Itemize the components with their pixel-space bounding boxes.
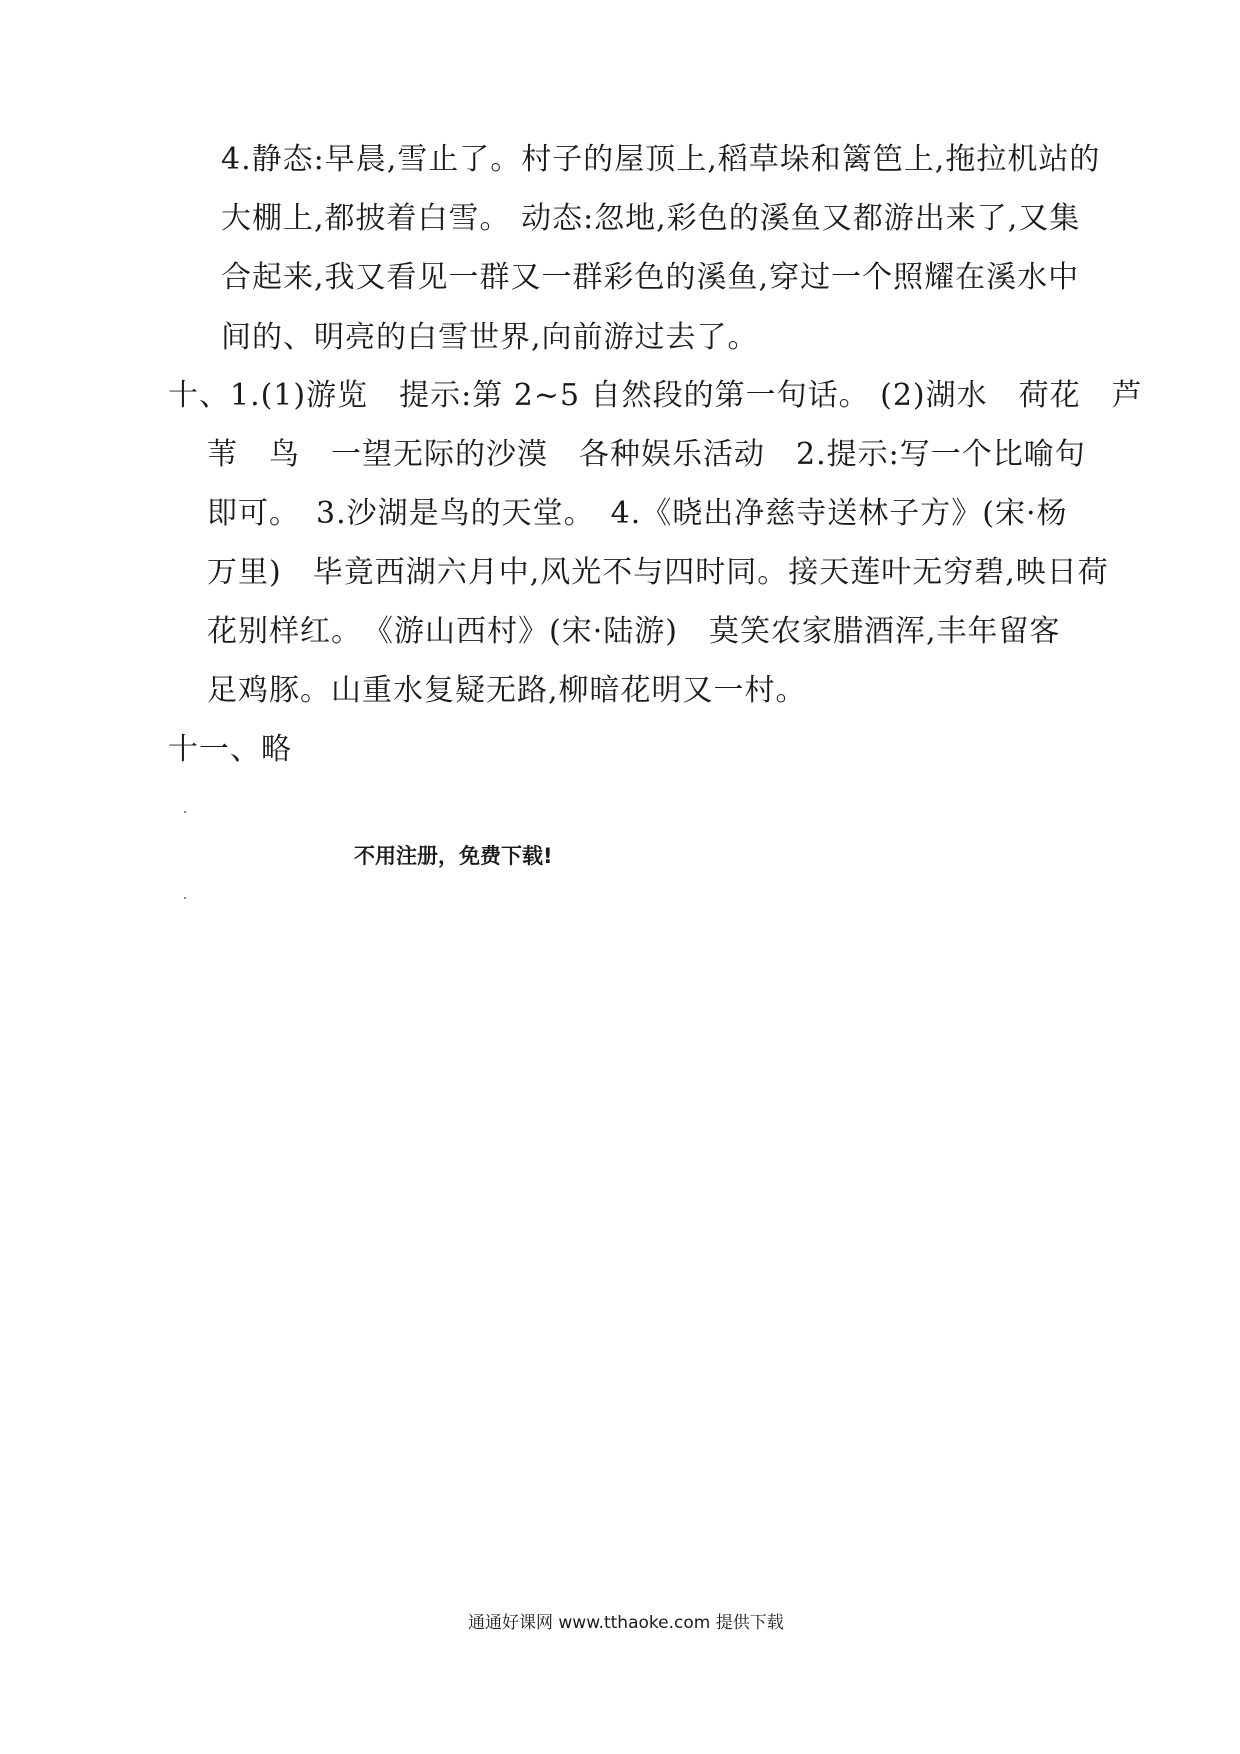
answer-line: 十、1.(1)游览 提示:第 2~5 自然段的第一句话。 (2)湖水 荷花 芦	[168, 378, 1143, 413]
scan-mark	[184, 811, 186, 813]
answer-line: 4.静态:早晨,雪止了。村子的屋顶上,稻草垛和篱笆上,拖拉机站的	[221, 142, 1101, 177]
answer-line: 苇 鸟 一望无际的沙漠 各种娱乐活动 2.提示:写一个比喻句	[207, 437, 1086, 472]
answer-line: 合起来,我又看见一群又一群彩色的溪鱼,穿过一个照耀在溪水中	[221, 260, 1080, 295]
answer-line: 即可。 3.沙湖是鸟的天堂。 4.《晓出净慈寺送林子方》(宋·杨	[207, 496, 1068, 531]
answer-line: 万里) 毕竟西湖六月中,风光不与四时同。接天莲叶无穷碧,映日荷	[207, 555, 1109, 590]
answer-line: 足鸡豚。山重水复疑无路,柳暗花明又一村。	[207, 673, 807, 708]
answer-line: 大棚上,都披着白雪。 动态:忽地,彩色的溪鱼又都游出来了,又集	[221, 201, 1081, 236]
answer-line: 花别样红。 《游山西村》(宋·陆游) 莫笑农家腊酒浑,丰年留客	[207, 614, 1061, 649]
promo-note: 不用注册，免费下载!	[354, 844, 553, 868]
page-footer: 通通好课网 www.tthaoke.com 提供下载	[468, 1613, 784, 1633]
answer-line: 间的、明亮的白雪世界,向前游过去了。	[221, 320, 759, 355]
scan-mark	[184, 897, 186, 899]
answer-section-11: 十一、略	[168, 732, 292, 767]
